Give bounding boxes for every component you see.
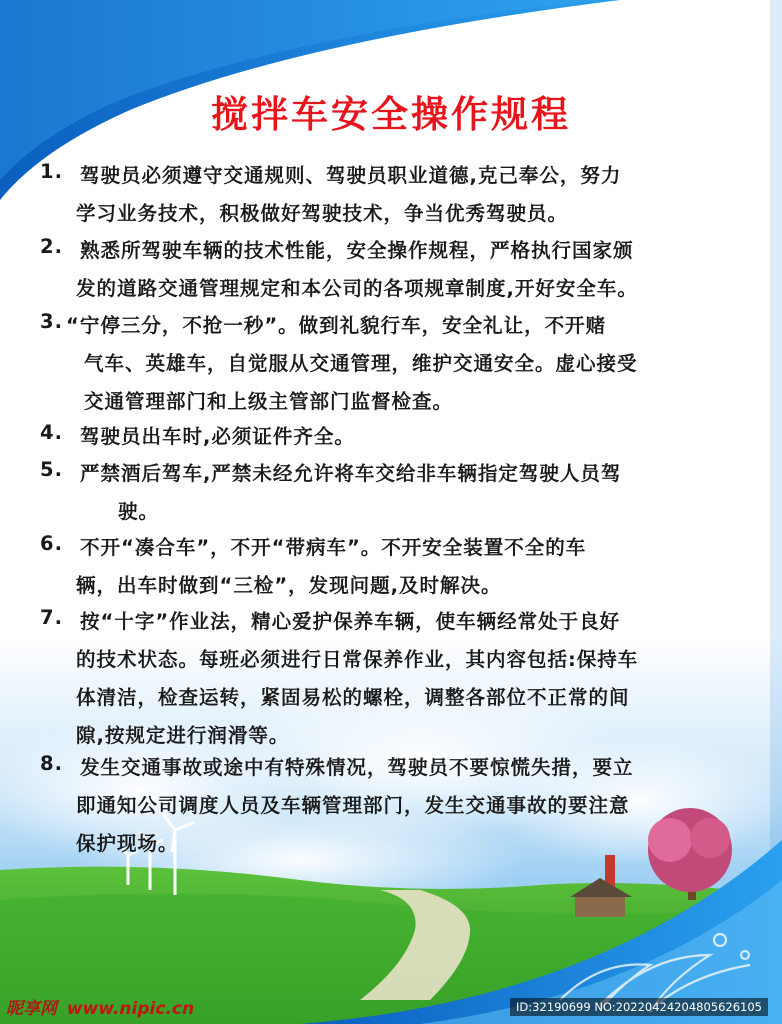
- rule-number: 4.: [40, 421, 63, 444]
- rule-line: 气车、英雄车，自觉服从交通管理，维护交通安全。虚心接受: [84, 352, 638, 375]
- rule-line: 即通知公司调度人员及车辆管理部门，发生交通事故的要注意: [76, 794, 630, 817]
- watermark-logo: [6, 994, 194, 1019]
- rule-number: 2.: [40, 235, 63, 258]
- rule-number: 6.: [40, 532, 63, 555]
- rule-line: 体清洁，检查运转，紧固易松的螺栓，调整各部位不正常的间: [76, 686, 630, 709]
- rule-number: 3.: [40, 310, 63, 333]
- watermark-logo-text: 昵享网: [6, 999, 57, 1019]
- rule-line: 严禁酒后驾车,严禁未经允许将车交给非车辆指定驾驶人员驾: [80, 462, 622, 485]
- rule-line: 按“十字”作业法，精心爱护保养车辆，使车辆经常处于良好: [80, 610, 621, 633]
- rule-line: 不开“凑合车”，不开“带病车”。不开安全装置不全的车: [80, 536, 587, 559]
- rule-line: 保护现场。: [76, 832, 179, 855]
- rule-line: 交通管理部门和上级主管部门监督检查。: [84, 390, 454, 413]
- rule-line: 隙,按规定进行润滑等。: [76, 724, 290, 747]
- rule-number: 1.: [40, 160, 63, 183]
- rule-line: 熟悉所驾驶车辆的技术性能，安全操作规程，严格执行国家颁: [80, 239, 634, 262]
- rule-line: 驾驶员必须遵守交通规则、驾驶员职业道德,克己奉公，努力: [80, 164, 622, 187]
- rule-line: 驾驶员出车时,必须证件齐全。: [80, 425, 355, 448]
- rule-line: 驶。: [118, 500, 160, 523]
- rule-line: 辆，出车时做到“三检”，发现问题,及时解决。: [76, 574, 502, 597]
- rule-line: 发生交通事故或途中有特殊情况，驾驶员不要惊慌失措，要立: [80, 756, 634, 779]
- rule-number: 7.: [40, 606, 63, 629]
- rule-number: 8.: [40, 752, 63, 775]
- watermark-url: www.nipic.cn: [66, 999, 195, 1019]
- rule-line: “宁停三分，不抢一秒”。做到礼貌行车，安全礼让，不开赌: [66, 314, 607, 337]
- rule-line: 发的道路交通管理规定和本公司的各项规章制度,开好安全车。: [76, 277, 638, 300]
- poster-title: 搅拌车安全操作规程: [211, 93, 571, 136]
- rule-line: 学习业务技术，积极做好驾驶技术，争当优秀驾驶员。: [76, 202, 569, 225]
- rule-number: 5.: [40, 458, 63, 481]
- image-id-label: ID:32190699 NO:20220424204805626105: [510, 998, 768, 1016]
- rule-line: 的技术状态。每班必须进行日常保养作业，其内容包括:保持车: [76, 648, 639, 671]
